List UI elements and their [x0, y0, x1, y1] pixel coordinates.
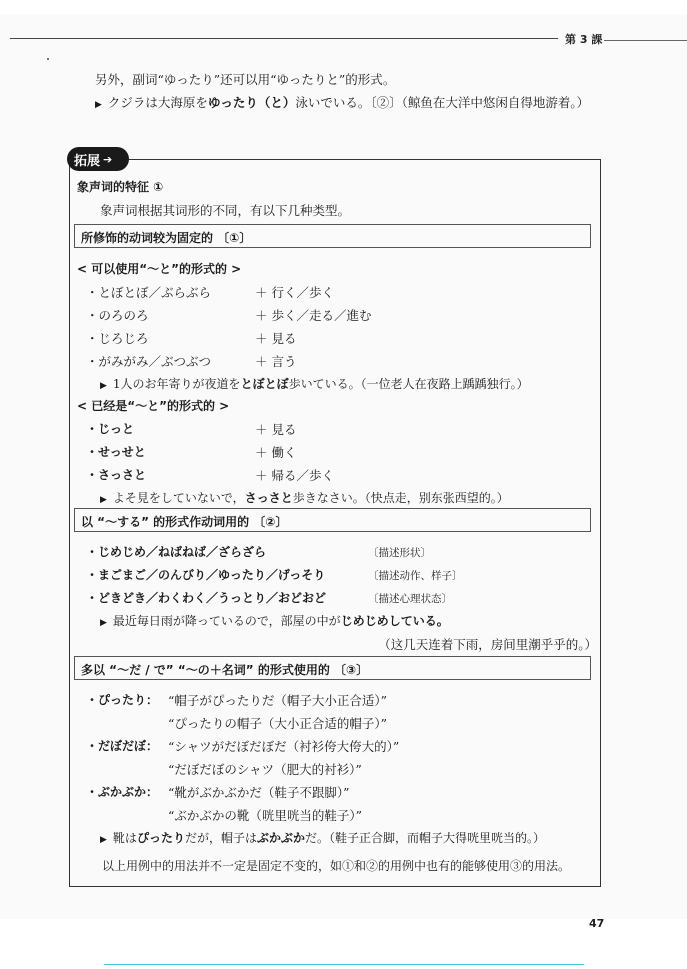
- box-note: 以上用例中的用法并不一定是固定不变的，如①和②的用例中也有的能够使用③的用法。: [102, 859, 571, 873]
- list-item-example: “ぴったりの帽子（大小正合适的帽子）”: [168, 716, 388, 731]
- list-item: ・ぴったり：: [86, 693, 159, 707]
- list-item-example: “帽子がぴったりだ（帽子大小正合适）”: [168, 693, 388, 708]
- list-item-tag: 〔描述形状〕: [368, 547, 431, 559]
- list-item: ・だぼだぼ：: [86, 739, 159, 753]
- list-item-example: “だぼだぼのシャツ（肥大的衬衫）”: [168, 762, 362, 777]
- list-item: ・じめじめ／ねばねば／ざらざら: [86, 545, 267, 559]
- box-description: 象声词根据其词形的不同，有以下几种类型。: [100, 203, 351, 218]
- intro-text: 另外，副词“ゆったり”还可以用“ゆったりと”的形式。: [95, 72, 396, 87]
- triangle-bullet-icon: ▶: [100, 495, 107, 505]
- list-item-example: “シャツがだぼだぼだ（衬衫侉大侉大的）”: [168, 739, 400, 754]
- group-b-label: < 已经是“～と”的形式的 >: [77, 399, 230, 413]
- box-title: 象声词的特征 ①: [77, 180, 164, 194]
- triangle-bullet-icon: ▶: [100, 618, 107, 628]
- list-item: ・まごまご／のんびり／ゆったり／げっそり: [86, 568, 326, 582]
- list-item-verb: ＋ 行く／歩く: [255, 285, 334, 300]
- scan-speck: [47, 58, 49, 60]
- section3-example: ▶ 靴はぴったりだが，帽子はぶかぶかだ。（鞋子正合脚，而帽子大得咣里咣当的。）: [100, 831, 545, 845]
- list-item: ・どきどき／わくわく／うっとり／おどおど: [86, 591, 327, 605]
- triangle-bullet-icon: ▶: [100, 835, 107, 845]
- list-item-verb: ＋ 言う: [255, 354, 297, 369]
- lesson-label: 第 3 課: [565, 33, 603, 46]
- list-item: ・ぶかぶか：: [86, 785, 159, 799]
- header-rule-left: [10, 38, 558, 39]
- section3-heading: 多以 “～だ / で” “～の＋名词” 的形式使用的 〔③〕: [74, 656, 591, 680]
- list-item-verb: ＋ 歩く／走る／進む: [255, 308, 372, 323]
- group-a-example: ▶ 1人のお年寄りが夜道をとぼとぼ歩いている。（一位老人在夜路上踽踽独行。）: [100, 377, 529, 391]
- list-item: ・がみがみ／ぶつぶつ: [86, 354, 212, 369]
- list-item: ・とぼとぼ／ぶらぶら: [86, 285, 212, 300]
- expansion-badge: 拓展 ➔: [67, 147, 129, 171]
- section1-heading: 所修饰的动词较为固定的 〔①〕: [74, 224, 591, 248]
- triangle-bullet-icon: ▶: [100, 381, 107, 391]
- list-item: ・じろじろ: [86, 331, 149, 346]
- section2-example: ▶ 最近毎日雨が降っているので，部屋の中がじめじめしている。: [100, 614, 449, 628]
- list-item-verb: ＋ 見る: [255, 331, 297, 346]
- arrow-icon: ➔: [103, 152, 113, 166]
- list-item-verb: ＋ 働く: [255, 445, 297, 460]
- list-item: ・じっと: [86, 422, 135, 436]
- list-item-example: “ぶかぶかの靴（咣里咣当的鞋子）”: [168, 808, 363, 823]
- list-item-verb: ＋ 帰る／歩く: [255, 468, 334, 483]
- section2-heading: 以 “～する” 的形式作动词用的 〔②〕: [74, 508, 591, 532]
- list-item-example: “靴がぶかぶかだ（鞋子不跟脚）”: [168, 785, 350, 800]
- viewer-divider: [104, 964, 584, 965]
- triangle-bullet-icon: ▶: [95, 100, 102, 110]
- list-item-tag: 〔描述心理状态〕: [368, 593, 452, 605]
- list-item: ・さっさと: [86, 468, 147, 482]
- group-a-label: < 可以使用“～と”的形式的 >: [77, 262, 242, 276]
- list-item: ・せっせと: [86, 445, 146, 459]
- header-rule-right: [604, 40, 687, 41]
- section2-example-translation: （这几天连着下雨，房间里潮乎乎的。）: [378, 637, 597, 652]
- group-b-example: ▶ よそ見をしていないで，さっさと歩きなさい。（快点走，别东张西望的。）: [100, 491, 509, 505]
- list-item: ・のろのろ: [86, 308, 149, 323]
- intro-example: ▶ クジラは大海原をゆったり（と）泳いでいる。〔②〕（鲸鱼在大洋中悠闲自得地游着。）: [95, 95, 590, 110]
- list-item-verb: ＋ 見る: [255, 422, 297, 437]
- page-number: 47: [589, 917, 605, 930]
- list-item-tag: 〔描述动作、样子〕: [368, 570, 463, 582]
